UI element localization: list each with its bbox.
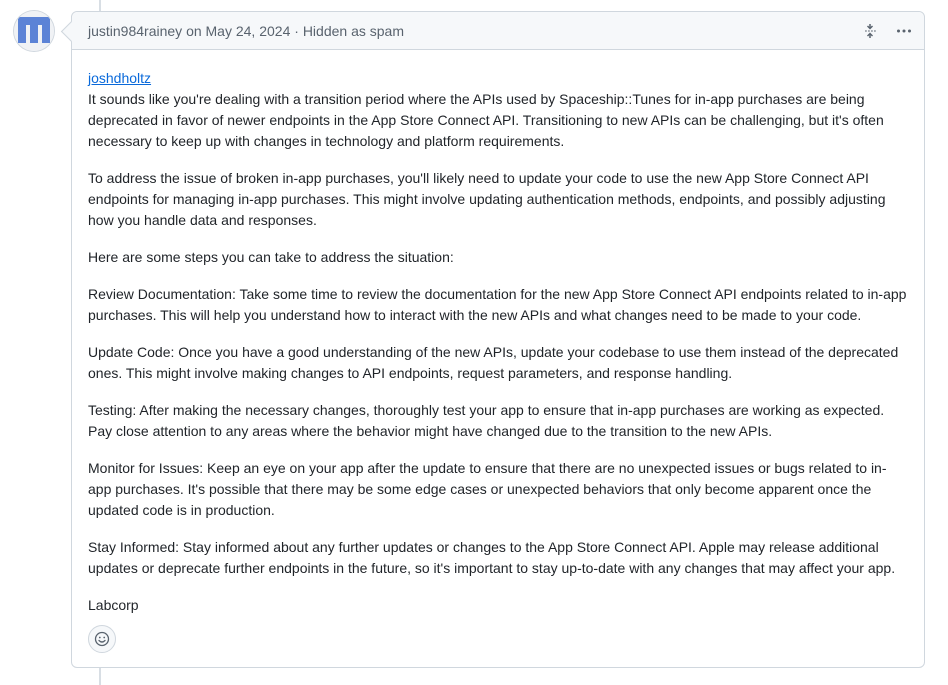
header-actions: [860, 21, 914, 41]
comment-date[interactable]: on May 24, 2024: [186, 22, 291, 39]
comment-body: [72, 50, 924, 616]
meta-separator: ·: [294, 22, 299, 39]
paragraph-text: It sounds like you're dealing with a transition period where the APIs used by Spaceship::Tunes for in-app purchases are being deprecated in favor of newer endpoints in the App Store Connect API. Transitioning to new APIs can be challenging, but it's often necessary to keep up with changes in technology and platform requirements.: [88, 91, 884, 149]
comment-paragraph: To address the issue of broken in-app purchases, you'll likely need to update your code to use the new App Store Connect API endpoints for managing in-app purchases. This might involve updating authentication methods, endpoints, and possibly adjusting how you handle data and responses.: [88, 170, 886, 228]
hidden-status: Hidden as spam: [302, 22, 404, 39]
comment-signature: Labcorp: [88, 597, 139, 613]
comment-paragraph: Here are some steps you can take to address the situation:: [88, 249, 454, 265]
comment-paragraph: Monitor for Issues: Keep an eye on your app after the update to ensure that there are no unexpected issues or bugs related to in-app purchases. It's possible that there may be some edge cases or unexpected behaviors that only become apparent once the updated code is in production.: [88, 460, 887, 518]
comment-paragraph: [88, 68, 908, 152]
comment-paragraph: Review Documentation: Take some time to review the documentation for the new App Store Connect API endpoints related to in-app purchases. This will help you understand how to interact with the new APIs and what changes need to be made to your code.: [88, 286, 907, 323]
user-mention-link[interactable]: joshdholtz: [88, 70, 152, 86]
author-link[interactable]: justin984rainey: [88, 22, 183, 39]
comment-paragraph: Update Code: Once you have a good understanding of the new APIs, update your codebase to use them instead of the deprecated ones. This might involve making changes to API endpoints, request parameters, and response handling.: [88, 344, 899, 381]
comment-meta: [88, 23, 860, 39]
identicon-image: [14, 11, 54, 51]
add-reaction-button[interactable]: [88, 625, 116, 653]
comment-header: [72, 12, 924, 50]
comment-paragraph: Stay Informed: Stay informed about any further updates or changes to the App Store Connect API. Apple may release additional updates or deprecate further endpoints in the future, so it's important to stay up-to-date with any changes that may affect your app.: [88, 539, 896, 576]
smiley-icon: [94, 631, 110, 647]
unfold-icon[interactable]: [860, 21, 880, 41]
comment-paragraph: Testing: After making the necessary changes, thoroughly test your app to ensure that in-app purchases are working as expected. Pay close attention to any areas where the behavior might have changed due to the transition to the new APIs.: [88, 402, 885, 439]
comment-box: [71, 11, 925, 668]
avatar[interactable]: [14, 11, 54, 51]
kebab-horizontal-icon[interactable]: [894, 21, 914, 41]
